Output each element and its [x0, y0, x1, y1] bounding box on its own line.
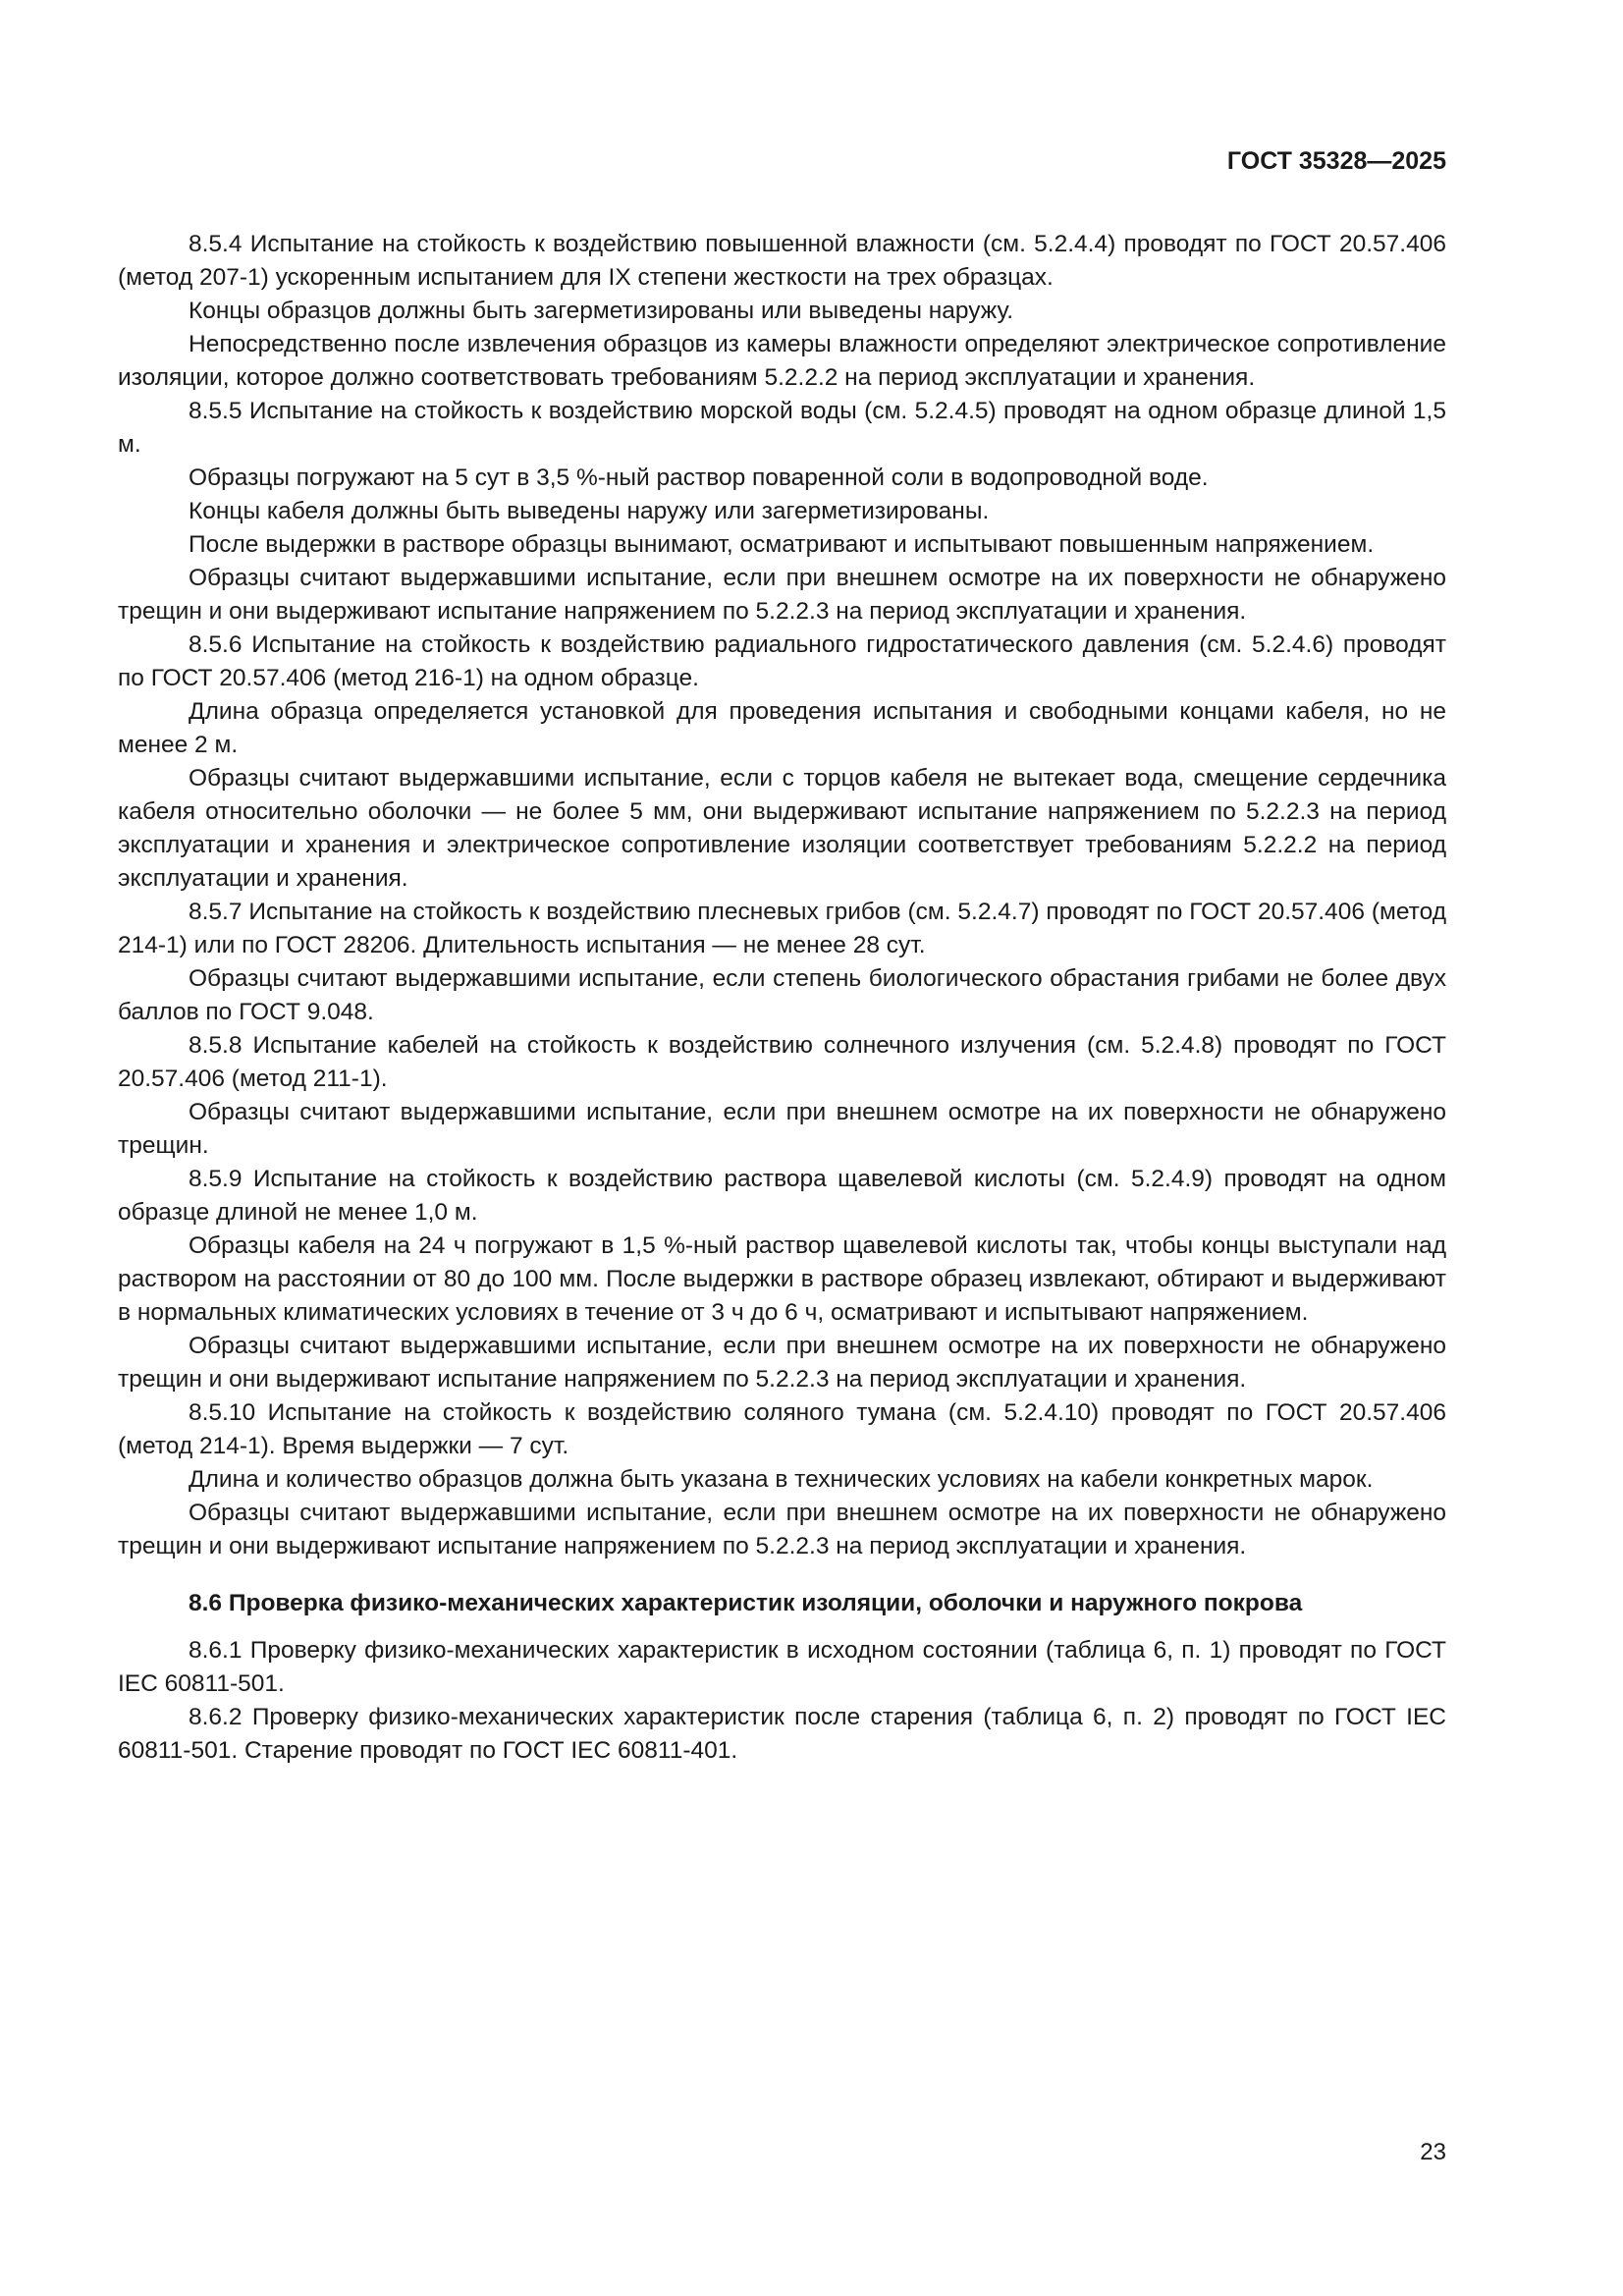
paragraph: Образцы считают выдержавшими испытание, если при внешнем осмотре на их поверхности не обнаружено трещин.	[118, 1099, 1446, 1159]
paragraph: Концы образцов должны быть загерметизированы или выведены наружу.	[189, 298, 1014, 324]
paragraph: Образцы считают выдержавшими испытание, если при внешнем осмотре на их поверхности не обнаружено трещин и они выдерживают испытание напряжением по 5.2.2.3 на период эксплуатации и хранения.	[118, 1333, 1446, 1393]
paragraph: Образцы считают выдержавшими испытание, если при внешнем осмотре на их поверхности не обнаружено трещин и они выдерживают испытание напряжением по 5.2.2.3 на период эксплуатации и хранения.	[118, 1500, 1446, 1559]
paragraph: 8.5.5 Испытание на стойкость к воздействию морской воды (см. 5.2.4.5) проводят на одном образце длиной 1,5 м.	[118, 398, 1446, 458]
paragraph: Длина образца определяется установкой для проведения испытания и свободными концами кабеля, но не менее 2 м.	[118, 698, 1446, 758]
paragraph: Образцы погружают на 5 сут в 3,5 %-ный раствор поваренной соли в водопроводной воде.	[189, 465, 1209, 491]
paragraph: 8.5.10 Испытание на стойкость к воздействию соляного тумана (см. 5.2.4.10) проводят по ГОСТ 20.57.406 (метод 214-1). Время выдержки — 7 сут.	[118, 1399, 1446, 1459]
paragraph: После выдержки в растворе образцы вынимают, осматривают и испытывают повышенным напряжением.	[189, 531, 1375, 558]
section-heading: 8.6 Проверка физико-механических характеристик изоляции, оболочки и наружного покрова	[189, 1590, 1303, 1616]
paragraph: 8.5.7 Испытание на стойкость к воздействию плесневых грибов (см. 5.2.4.7) проводят по ГОСТ 20.57.406 (метод 214-1) или по ГОСТ 28206. Длительность испытания — не менее 28 сут.	[118, 899, 1446, 958]
document-header-id: ГОСТ 35328—2025	[1226, 147, 1446, 175]
paragraph: Образцы считают выдержавшими испытание, если степень биологического обрастания грибами не более двух баллов по ГОСТ 9.048.	[118, 965, 1446, 1025]
paragraph: 8.6.2 Проверку физико-механических характеристик после старения (таблица 6, п. 2) проводят по ГОСТ IEC 60811-501. Старение проводят по ГОСТ IEC 60811-401.	[118, 1704, 1446, 1764]
paragraph: Концы кабеля должны быть выведены наружу или загерметизированы.	[189, 498, 990, 524]
document-body	[118, 228, 1446, 1768]
paragraph: Образцы считают выдержавшими испытание, если с торцов кабеля не вытекает вода, смещение сердечника кабеля относительно оболочки — не более 5 мм, они выдерживают испытание напряжением по 5.2.2.3 на период эксплуатации и хранения и электрическое сопротивление изоляции соответствует требованиям 5.2.2.2 на период эксплуатации и хранения.	[118, 765, 1446, 892]
paragraph: Длина и количество образцов должна быть указана в технических условиях на кабели конкретных марок.	[189, 1466, 1374, 1493]
paragraph: 8.5.4 Испытание на стойкость к воздействию повышенной влажности (см. 5.2.4.4) проводят по ГОСТ 20.57.406 (метод 207-1) ускоренным испытанием для IX степени жесткости на трех образцах.	[118, 231, 1446, 291]
paragraph: Образцы считают выдержавшими испытание, если при внешнем осмотре на их поверхности не обнаружено трещин и они выдерживают испытание напряжением по 5.2.2.3 на период эксплуатации и хранения.	[118, 565, 1446, 625]
paragraph: 8.5.9 Испытание на стойкость к воздействию раствора щавелевой кислоты (см. 5.2.4.9) проводят на одном образце длиной не менее 1,0 м.	[118, 1166, 1446, 1226]
page-number: 23	[1420, 2139, 1446, 2165]
paragraph: 8.5.8 Испытание кабелей на стойкость к воздействию солнечного излучения (см. 5.2.4.8) проводят по ГОСТ 20.57.406 (метод 211-1).	[118, 1032, 1446, 1092]
paragraph: Образцы кабеля на 24 ч погружают в 1,5 %-ный раствор щавелевой кислоты так, чтобы концы выступали над раствором на расстоянии от 80 до 100 мм. После выдержки в растворе образец извлекают, обтирают и выдерживают в нормальных климатических условиях в течение от 3 ч до 6 ч, осматривают и испытывают напряжением.	[118, 1232, 1446, 1326]
paragraph: 8.6.1 Проверку физико-механических характеристик в исходном состоянии (таблица 6, п. 1) проводят по ГОСТ IEC 60811-501.	[118, 1637, 1446, 1697]
paragraph: 8.5.6 Испытание на стойкость к воздействию радиального гидростатического давления (см. 5.2.4.6) проводят по ГОСТ 20.57.406 (метод 216-1) на одном образце.	[118, 631, 1446, 691]
paragraph: Непосредственно после извлечения образцов из камеры влажности определяют электрическое сопротивление изоляции, которое должно соответствовать требованиям 5.2.2.2 на период эксплуатации и хранения.	[118, 331, 1446, 391]
